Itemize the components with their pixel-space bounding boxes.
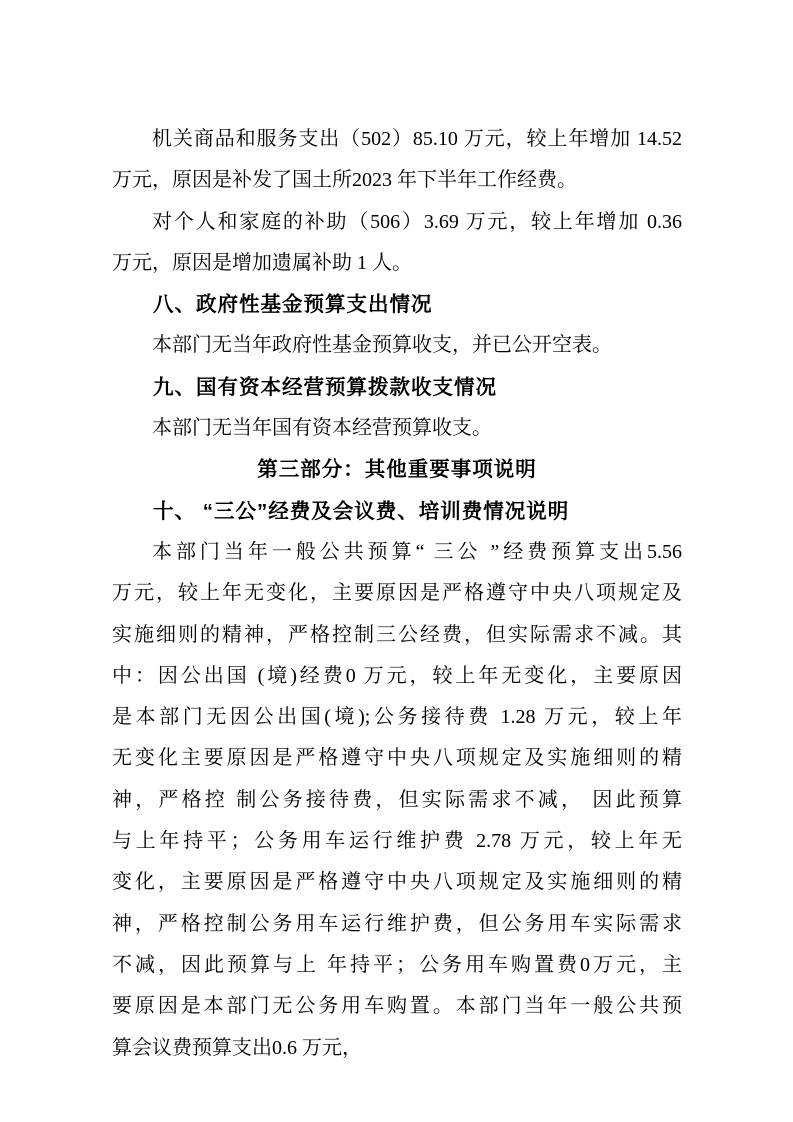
section-heading: 十、 “三公”经费及会议费、培训费情况说明: [153, 499, 570, 523]
document-line: 与上年持平；公务用车运行维护费 2.78 万元，较上年无: [112, 830, 682, 853]
document-line: 变化，主要原因是严格遵守中央八项规定及实施细则的精: [112, 871, 682, 894]
section-heading: 九、国有资本经营预算拨款收支情况: [153, 375, 497, 399]
document-line: 万元，原因是增加遗属补助 1 人。: [112, 251, 412, 274]
document-line: 本部门无当年政府性基金预算收支，并已公开空表。: [152, 334, 612, 357]
section-heading: 第三部分：其他重要事项说明: [257, 458, 537, 482]
document-line: 万元，较上年无变化，主要原因是严格遵守中央八项规定及: [112, 582, 682, 605]
document-line: 神，严格控 制公务接待费，但实际需求不减， 因此预算: [112, 788, 682, 811]
document-line: 万元，原因是补发了国土所2023 年下半年工作经费。: [112, 169, 577, 192]
document-line: 算会议费预算支出0.6 万元，: [112, 1036, 362, 1059]
document-line: 神，严格控制公务用车运行维护费，但公务用车实际需求: [112, 912, 682, 935]
document-line: 本部门无当年国有资本经营预算收支。: [152, 417, 492, 440]
document-line: 机关商品和服务支出（502）85.10 万元，较上年增加 14.52: [152, 128, 682, 150]
document-line: 是本部门无因公出国(境);公务接待费 1.28 万元，较上年: [112, 706, 682, 729]
document-line: 不减，因此预算与上 年持平；公务用车购置费0万元，主: [112, 953, 682, 976]
text-block: [112, 119, 682, 1069]
section-heading: 八、政府性基金预算支出情况: [153, 293, 433, 317]
document-line: 无变化主要原因是严格遵守中央八项规定及实施细则的精: [112, 747, 682, 770]
document-line: 实施细则的精神，严格控制三公经费，但实际需求不减。其: [112, 623, 682, 646]
document-line: 要原因是本部门无公务用车购置。本部门当年一般公共预: [112, 995, 682, 1018]
document-line: 对个人和家庭的补助（506）3.69 万元，较上年增加 0.36: [152, 210, 682, 233]
document-line: 本部门当年一般公共预算“ 三公 ”经费预算支出5.56: [152, 540, 682, 563]
document-line: 中：因公出国 (境)经费0 万元，较上年无变化，主要原因: [112, 664, 682, 687]
